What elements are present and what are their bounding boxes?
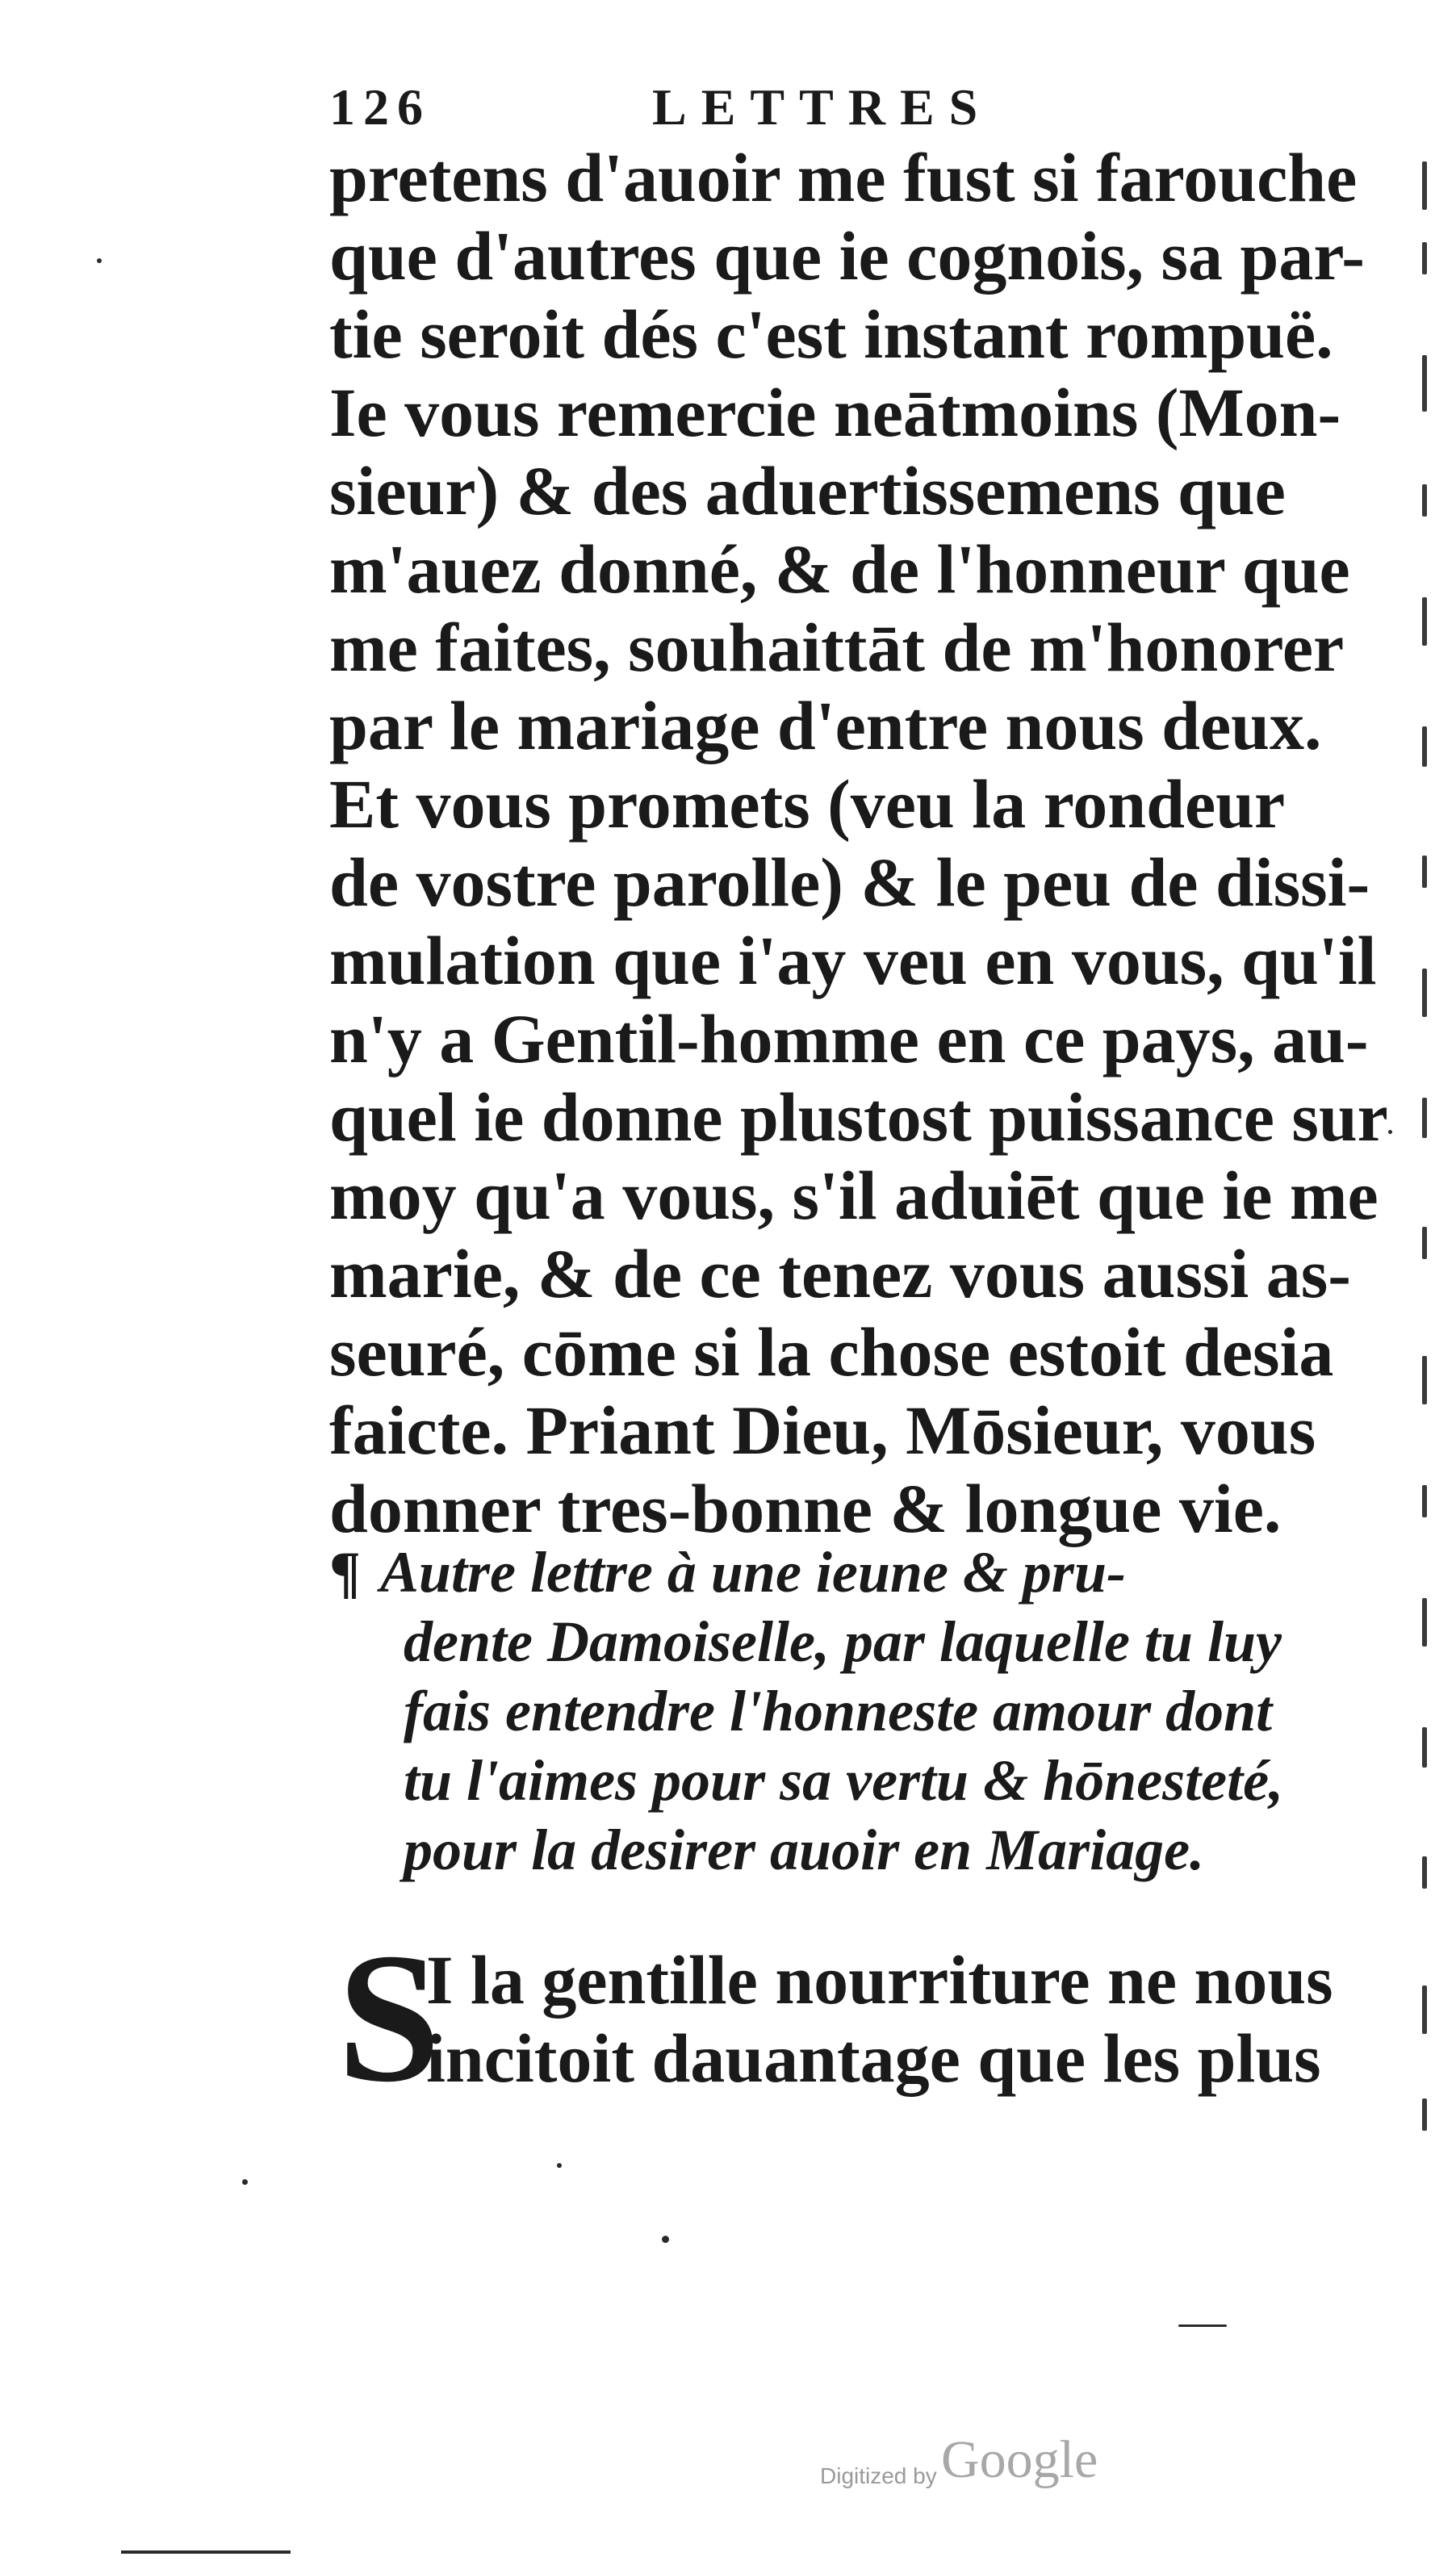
text-line: incitoit dauantage que les plus — [426, 2019, 1321, 2097]
text-line: Ie vous remercie neātmoins (Mon- — [329, 374, 1341, 451]
text-line: faicte. Priant Dieu, Mōsieur, vous — [329, 1391, 1316, 1469]
text-line: I la gentille nourriture ne nous — [426, 1941, 1333, 2019]
digitization-watermark — [820, 2429, 1127, 2502]
text-line: marie, & de ce tenez vous aussi as- — [329, 1235, 1351, 1312]
ink-speck — [557, 2163, 562, 2168]
text-line: m'auez donné, & de l'honneur que — [329, 530, 1350, 608]
text-line: me faites, souhaittāt de m'honorer — [329, 609, 1345, 686]
text-line: Et vous promets (veu la rondeur — [329, 765, 1286, 843]
text-line: moy qu'a vous, s'il aduiēt que ie me — [329, 1157, 1379, 1234]
text-line: donner tres-bonne & longue vie. — [329, 1470, 1282, 1547]
text-line: tie seroit dés c'est instant rompuë. — [329, 295, 1333, 373]
page-header — [329, 71, 1120, 144]
text-line: que d'autres que ie cognois, sa par- — [329, 217, 1365, 295]
page-edge-bleed — [1422, 145, 1446, 2163]
watermark-brand: Google — [941, 2430, 1098, 2489]
pilcrow-icon: ¶ — [329, 1540, 361, 1605]
letter-heading — [329, 1538, 1370, 1885]
drop-cap: S — [337, 1914, 441, 2120]
heading-line: dente Damoiselle, par laquelle tu luy — [404, 1609, 1282, 1674]
text-line: quel ie donne plustost puissance sur — [329, 1078, 1388, 1156]
text-line: de vostre parolle) & le peu de dissi- — [329, 843, 1370, 921]
ink-speck — [242, 2179, 248, 2185]
heading-line — [329, 1538, 1370, 1607]
page-number: 126 — [329, 78, 431, 136]
heading-line: pour la desirer auoir en Mariage. — [404, 1818, 1205, 1882]
text-line: n'y a Gentil-homme en ce pays, au- — [329, 1000, 1369, 1077]
heading-line: tu l'aimes pour sa vertu & hōnesteté, — [404, 1748, 1284, 1813]
text-line: par le mariage d'entre nous deux. — [329, 687, 1322, 764]
running-title: LETTRES — [652, 78, 993, 136]
bottom-edge-rule — [121, 2550, 291, 2554]
letter-body — [329, 139, 1388, 1548]
ink-speck — [97, 258, 102, 263]
text-line: sieur) & des aduertissemens que — [329, 452, 1286, 529]
text-line: seuré, cōme si la chose estoit desia — [329, 1313, 1334, 1391]
heading-line-text: Autre lettre à une ieune & pru- — [379, 1540, 1126, 1605]
ink-speck — [1178, 2324, 1227, 2327]
text-line: mulation que i'ay veu en vous, qu'il — [329, 922, 1377, 999]
heading-line: fais entendre l'honneste amour dont — [404, 1679, 1273, 1743]
watermark-caption: Digitized by — [820, 2463, 937, 2488]
ink-speck — [1388, 1130, 1392, 1134]
text-line: pretens d'auoir me fust si farouche — [329, 139, 1358, 216]
ink-speck — [662, 2236, 669, 2243]
letter-opening — [329, 1914, 1370, 2135]
